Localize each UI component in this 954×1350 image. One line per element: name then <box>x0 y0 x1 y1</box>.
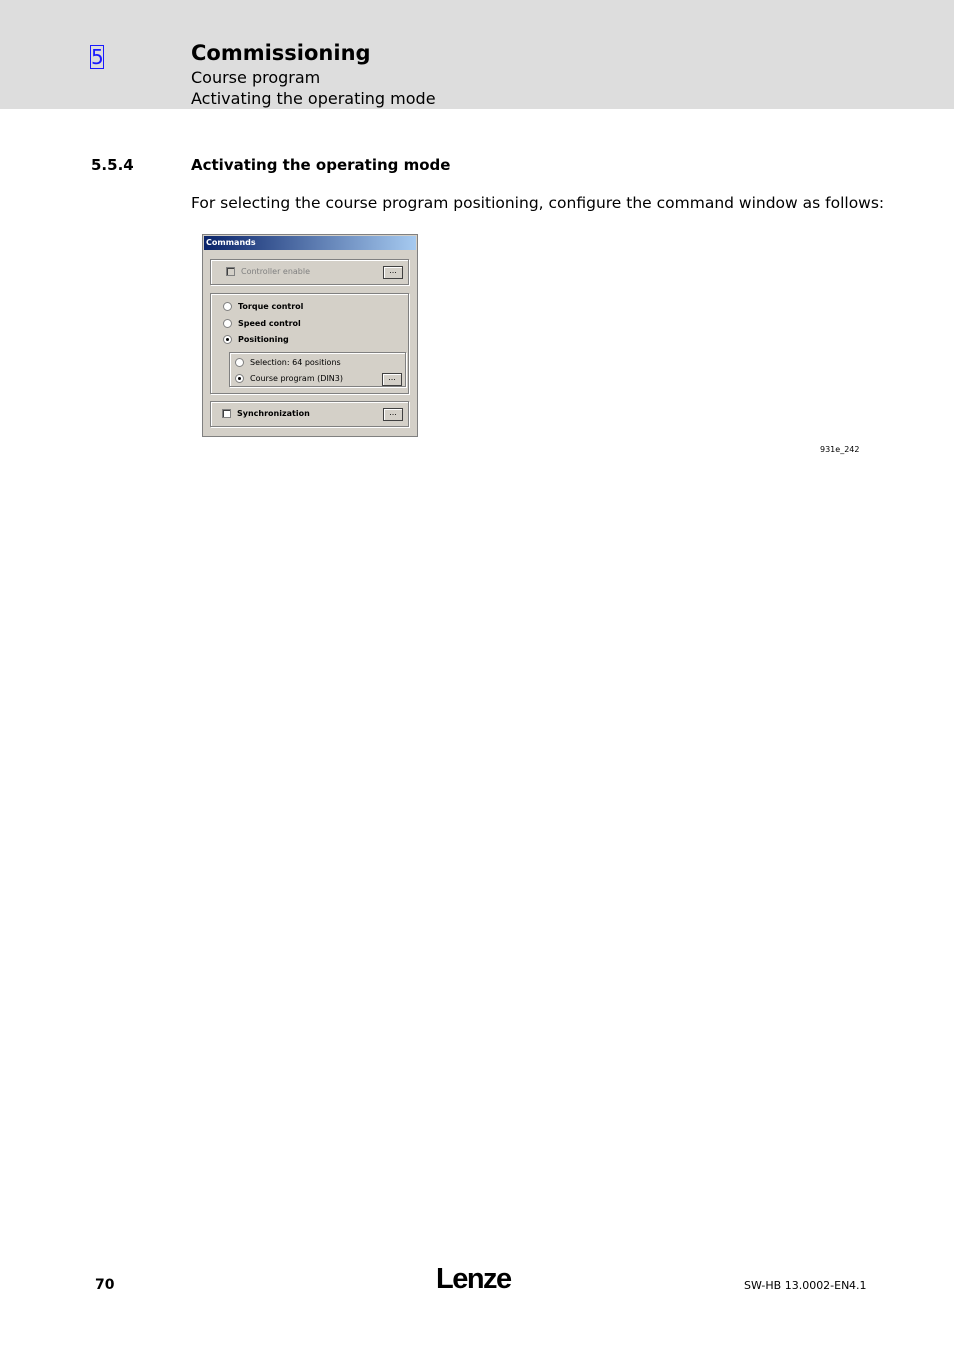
controller-enable-group <box>210 259 409 285</box>
synchronization-label: Synchronization <box>237 409 310 418</box>
intro-paragraph: For selecting the course program positioning, configure the command window as follows: <box>191 194 885 212</box>
option-selection-64[interactable] <box>235 358 341 367</box>
document-version: 4.1 <box>849 1279 867 1292</box>
lenze-logo: Lenze <box>436 1263 511 1295</box>
controller-enable-checkbox[interactable] <box>226 267 235 276</box>
positioning-radio[interactable] <box>223 335 232 344</box>
selection-64-label: Selection: 64 positions <box>250 358 341 367</box>
selection-64-radio[interactable] <box>235 358 244 367</box>
commands-dialog <box>202 234 418 437</box>
figure-reference: 931e_242 <box>820 445 860 454</box>
positioning-options-group <box>229 352 406 387</box>
speed-control-radio[interactable] <box>223 319 232 328</box>
synchronization-checkbox[interactable] <box>222 409 231 418</box>
mode-option-speed[interactable] <box>223 319 301 328</box>
header-subtitle-operating-mode: Activating the operating mode <box>191 89 436 108</box>
synchronization-row[interactable] <box>222 409 310 418</box>
option-course-program[interactable] <box>235 374 343 383</box>
chapter-title: Commissioning <box>191 41 371 65</box>
header-band <box>0 0 954 109</box>
synchronization-group <box>210 401 409 427</box>
speed-control-label: Speed control <box>238 319 301 328</box>
course-program-more-button[interactable]: ... <box>382 373 402 386</box>
mode-option-torque[interactable] <box>223 302 303 311</box>
chapter-number[interactable]: 5 <box>91 45 104 69</box>
controller-enable-label: Controller enable <box>241 267 311 276</box>
torque-control-label: Torque control <box>238 302 304 311</box>
section-number: 5.5.4 <box>91 156 134 174</box>
course-program-radio[interactable] <box>235 374 244 383</box>
section-title: Activating the operating mode <box>191 156 451 174</box>
synchronization-more-button[interactable]: ... <box>383 408 403 421</box>
document-reference: SW-HB 13.0002-EN <box>744 1279 850 1292</box>
header-subtitle-course-program: Course program <box>191 68 321 87</box>
controller-enable-row <box>226 267 310 276</box>
course-program-label: Course program (DIN3) <box>250 374 343 383</box>
dialog-titlebar: Commands <box>204 236 416 250</box>
positioning-label: Positioning <box>238 335 289 344</box>
torque-control-radio[interactable] <box>223 302 232 311</box>
page-number: 70 <box>95 1277 115 1293</box>
operating-mode-group <box>210 293 409 394</box>
mode-option-positioning[interactable] <box>223 335 289 344</box>
controller-enable-more-button[interactable]: ... <box>383 266 403 279</box>
